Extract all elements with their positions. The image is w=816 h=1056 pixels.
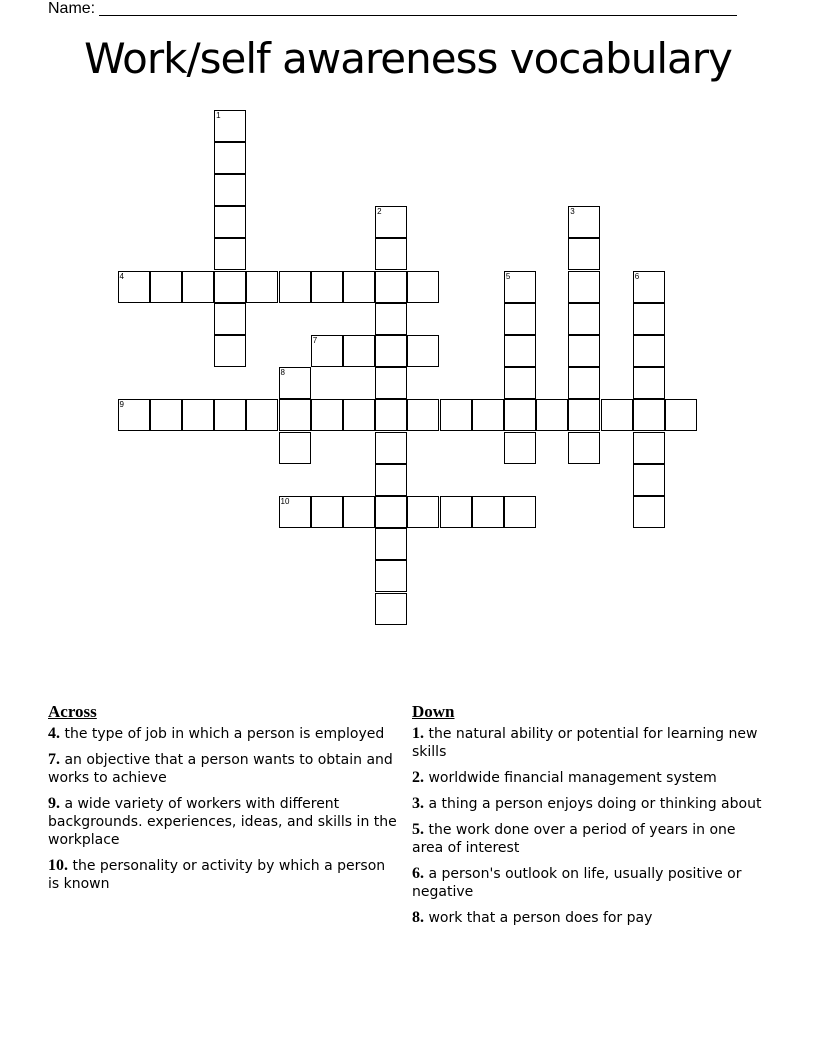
grid-cell[interactable] — [407, 496, 439, 528]
grid-cell[interactable] — [214, 399, 246, 431]
grid-cell[interactable] — [214, 174, 246, 206]
grid-cell[interactable] — [407, 399, 439, 431]
grid-cell[interactable] — [440, 399, 472, 431]
grid-cell[interactable] — [343, 335, 375, 367]
grid-cell[interactable] — [246, 271, 278, 303]
grid-cell[interactable] — [633, 271, 665, 303]
clue-number-label: 7 — [312, 335, 318, 345]
clue-number-label: 6 — [634, 271, 640, 281]
grid-cell[interactable] — [633, 303, 665, 335]
grid-cell[interactable] — [246, 399, 278, 431]
grid-cell[interactable] — [375, 238, 407, 270]
grid-cell[interactable] — [568, 432, 600, 464]
grid-cell[interactable] — [375, 593, 407, 625]
grid-cell[interactable] — [279, 271, 311, 303]
clue-across-10 — [48, 857, 400, 893]
grid-cell[interactable] — [311, 399, 343, 431]
clue-text: the work done over a period of years in one area of interest — [412, 822, 736, 856]
clue-number-label: 2 — [377, 207, 382, 217]
clue-number: 1. — [412, 725, 424, 742]
grid-cell[interactable] — [504, 367, 536, 399]
grid-cell[interactable] — [279, 367, 311, 399]
clue-number-label: 8 — [280, 368, 285, 378]
clue-number: 7. — [48, 751, 60, 768]
grid-cell[interactable] — [375, 271, 407, 303]
clue-number-label: 5 — [505, 271, 511, 281]
grid-cell[interactable] — [343, 496, 375, 528]
grid-cell[interactable] — [601, 399, 633, 431]
grid-cell[interactable] — [568, 367, 600, 399]
grid-cell[interactable] — [633, 367, 665, 399]
down-heading: Down — [412, 702, 455, 721]
grid-cell[interactable] — [407, 335, 439, 367]
grid-cell[interactable] — [504, 271, 536, 303]
clue-number: 8. — [412, 909, 424, 926]
grid-cell[interactable] — [375, 432, 407, 464]
clue-down-8 — [412, 909, 762, 927]
grid-cell[interactable] — [568, 206, 600, 238]
grid-cell[interactable] — [311, 496, 343, 528]
clue-text: a person's outlook on life, usually positive or negative — [412, 866, 742, 900]
clue-text: a thing a person enjoys doing or thinking about — [428, 796, 762, 812]
grid-cell[interactable] — [182, 399, 214, 431]
grid-cell[interactable] — [214, 238, 246, 270]
grid-cell[interactable] — [343, 399, 375, 431]
grid-cell[interactable] — [182, 271, 214, 303]
grid-cell[interactable] — [472, 399, 504, 431]
grid-cell[interactable] — [504, 432, 536, 464]
clue-down-6 — [412, 865, 762, 901]
grid-cell[interactable] — [375, 206, 407, 238]
grid-cell[interactable] — [214, 110, 246, 142]
clue-text: an objective that a person wants to obtain and works to achieve — [48, 752, 393, 786]
grid-cell[interactable] — [536, 399, 568, 431]
clue-number: 9. — [48, 795, 60, 812]
down-clues — [412, 702, 762, 935]
grid-cell[interactable] — [375, 560, 407, 592]
grid-cell[interactable] — [472, 496, 504, 528]
grid-cell[interactable] — [633, 496, 665, 528]
grid-cell[interactable] — [633, 432, 665, 464]
clue-text: worldwide financial management system — [428, 770, 717, 786]
grid-cell[interactable] — [665, 399, 697, 431]
grid-cell[interactable] — [311, 335, 343, 367]
clue-number-label: 10 — [280, 496, 290, 506]
grid-cell[interactable] — [375, 335, 407, 367]
clue-number-label: 4 — [119, 271, 124, 281]
clue-across-4 — [48, 725, 400, 743]
clue-text: the type of job in which a person is employed — [64, 726, 385, 742]
grid-cell[interactable] — [375, 496, 407, 528]
grid-cell[interactable] — [214, 335, 246, 367]
grid-cell[interactable] — [279, 399, 311, 431]
grid-cell[interactable] — [214, 206, 246, 238]
clue-text: a wide variety of workers with different backgrounds. experiences, ideas, and skills in the workplace — [48, 796, 397, 848]
clue-down-3 — [412, 795, 762, 813]
grid-cell[interactable] — [375, 399, 407, 431]
page-title: Work/self awareness vocabulary — [84, 34, 732, 83]
grid-cell[interactable] — [375, 367, 407, 399]
grid-cell[interactable] — [279, 432, 311, 464]
grid-cell[interactable] — [504, 335, 536, 367]
grid-cell[interactable] — [311, 271, 343, 303]
clue-number: 3. — [412, 795, 424, 812]
grid-cell[interactable] — [375, 528, 407, 560]
grid-cell[interactable] — [118, 399, 150, 431]
grid-cell[interactable] — [633, 399, 665, 431]
clue-number: 4. — [48, 725, 60, 742]
grid-cell[interactable] — [633, 464, 665, 496]
clue-text: work that a person does for pay — [428, 910, 653, 926]
grid-cell[interactable] — [118, 271, 150, 303]
grid-cell[interactable] — [343, 271, 375, 303]
grid-cell[interactable] — [633, 335, 665, 367]
clue-number: 10. — [48, 857, 68, 874]
clue-down-2 — [412, 769, 762, 787]
grid-cell[interactable] — [568, 271, 600, 303]
grid-cell[interactable] — [568, 238, 600, 270]
name-label: Name: — [48, 0, 96, 17]
grid-cell[interactable] — [375, 464, 407, 496]
grid-cell[interactable] — [568, 399, 600, 431]
clue-down-5 — [412, 821, 762, 857]
grid-cell[interactable] — [150, 399, 182, 431]
across-clues — [48, 702, 400, 901]
grid-cell[interactable] — [440, 496, 472, 528]
grid-cell[interactable] — [375, 303, 407, 335]
clue-number: 5. — [412, 821, 424, 838]
clue-down-1 — [412, 725, 762, 761]
clue-text: the natural ability or potential for learning new skills — [412, 726, 758, 760]
grid-cell[interactable] — [504, 399, 536, 431]
clue-number-label: 3 — [570, 207, 575, 217]
clue-across-9 — [48, 795, 400, 849]
clue-number: 2. — [412, 769, 424, 786]
clue-number-label: 9 — [119, 400, 124, 410]
grid-cell[interactable] — [568, 335, 600, 367]
grid-cell[interactable] — [214, 303, 246, 335]
grid-cell[interactable] — [504, 303, 536, 335]
across-heading: Across — [48, 702, 97, 721]
clue-text: the personality or activity by which a person is known — [48, 858, 386, 892]
clue-across-7 — [48, 751, 400, 787]
grid-cell[interactable] — [407, 271, 439, 303]
grid-cell[interactable] — [214, 271, 246, 303]
grid-cell[interactable] — [504, 496, 536, 528]
grid-cell[interactable] — [568, 303, 600, 335]
grid-cell[interactable] — [214, 142, 246, 174]
clue-number-label: 1 — [216, 110, 221, 120]
clue-number: 6. — [412, 865, 424, 882]
grid-cell[interactable] — [279, 496, 311, 528]
grid-cell[interactable] — [150, 271, 182, 303]
